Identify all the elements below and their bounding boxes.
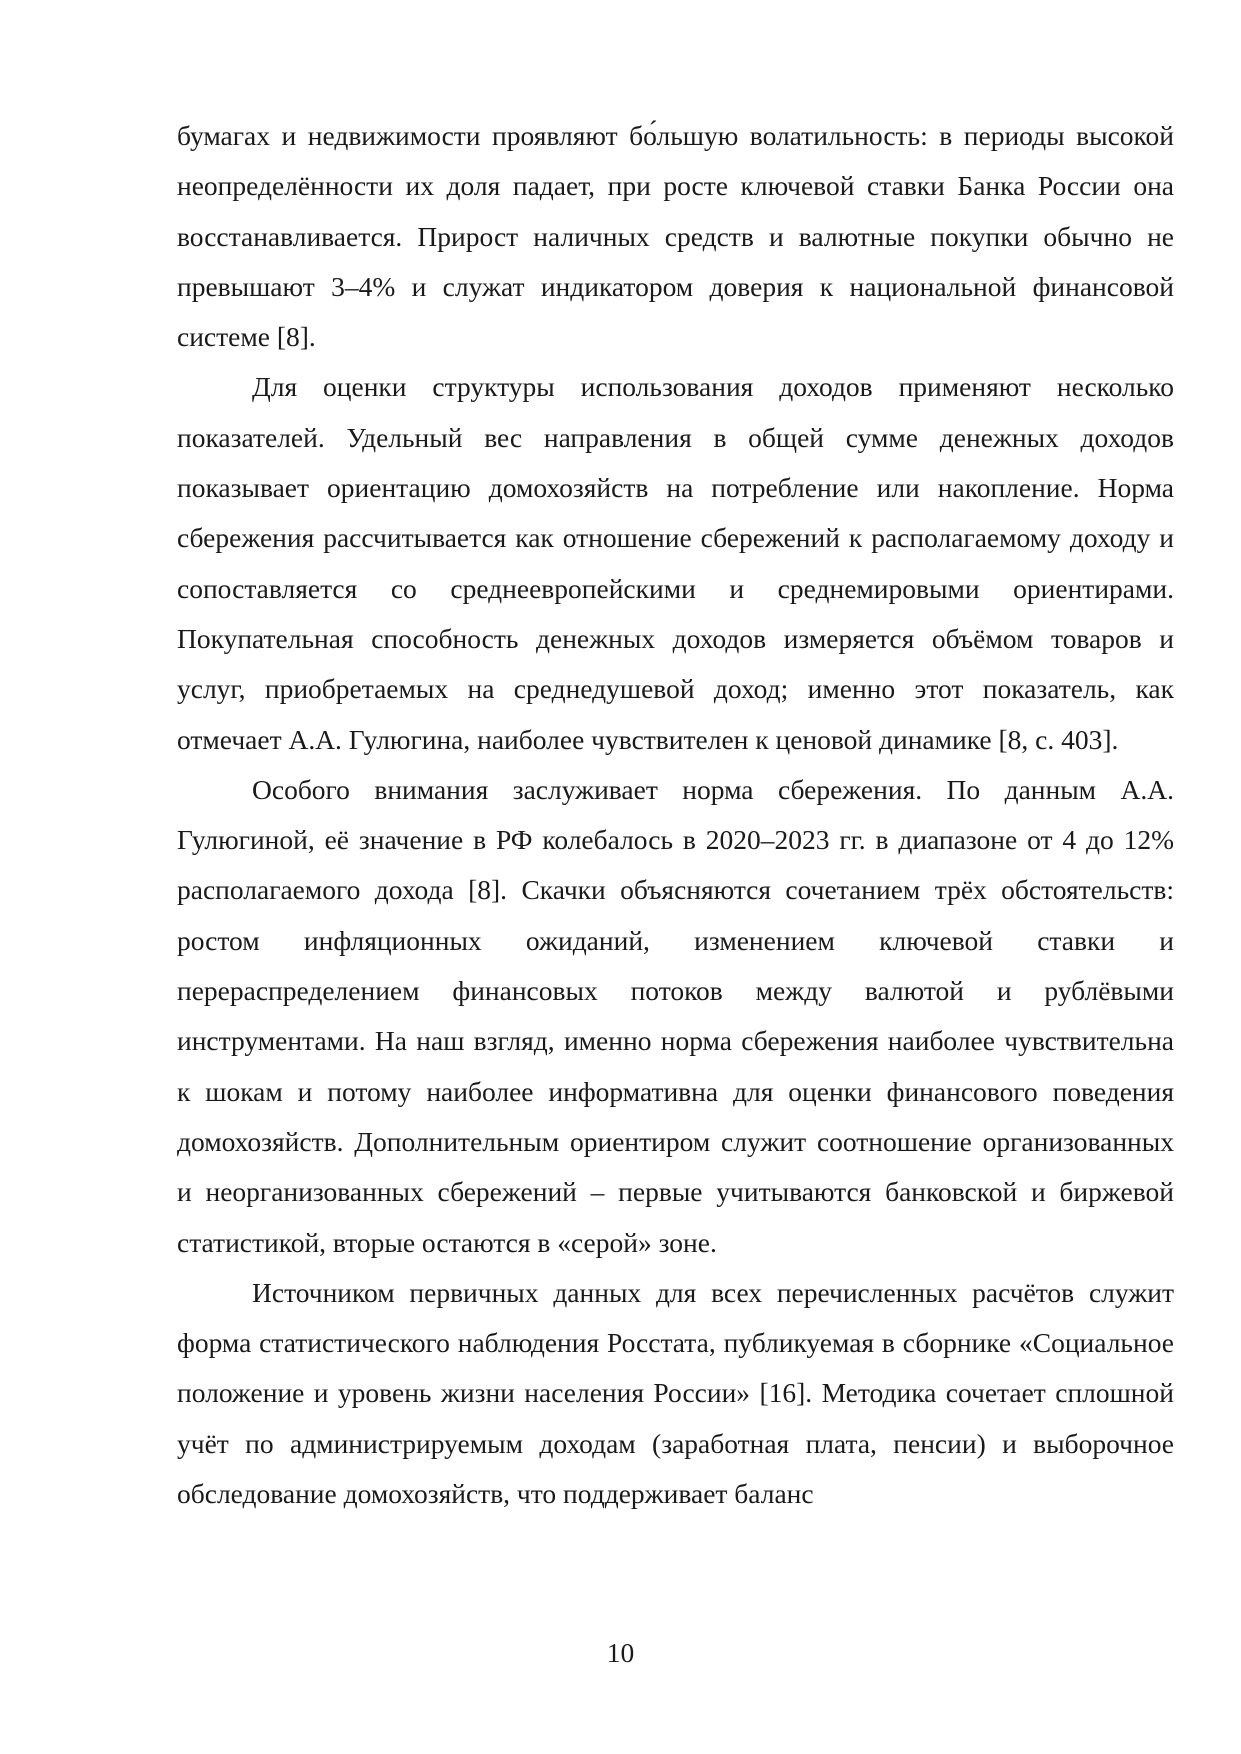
paragraph-savings-rate: Особого внимания заслуживает норма сбережения. По данным А.А. Гулюгиной, её значение в РФ колебалось в 2020–2023 гг. в диапазоне от 4 до 12% располагаемого дохода [8]. Скачки объясняются сочетанием трёх обстоятельств: ростом инфляционных ожиданий, изменением ключевой ставки и перераспределением финансовых потоков между валютой и рублёвыми инструментами. На наш взгляд, именно норма сбережения наиболее чувствительна к шокам и потому наиболее информативна для оценки финансового поведения домохозяйств. Дополнительным ориентиром служит соотношение организованных и неорганизованных сбережений – первые учитываются банковской и биржевой статистикой, вторые остаются в «серой» зоне. — [177, 773, 1174, 1258]
paragraph-data-source: Источником первичных данных для всех перечисленных расчётов служит форма статистического наблюдения Росстата, публикуемая в сборнике «Социальное положение и уровень жизни населения России» [16]. Методика сочетает сплошной учёт по администрируемым доходам (заработная плата, пенсии) и выборочное обследование домохозяйств, что поддерживает баланс — [177, 1276, 1174, 1510]
paragraph-indicators: Для оценки структуры использования доходов применяют несколько показателей. Удельный вес направления в общей сумме денежных доходов показывает ориентацию домохозяйств на потребление или накопление. Норма сбережения рассчитывается как отношение сбережений к располагаемому доходу и сопоставляется со среднеевропейскими и среднемировыми ориентирами. Покупательная способность денежных доходов измеряется объёмом товаров и услуг, приобретаемых на среднедушевой доход; именно этот показатель, как отмечает А.А. Гулюгина, наиболее чувствителен к ценовой динамике [8, с. 403]. — [177, 371, 1174, 755]
body-text — [177, 111, 1174, 1519]
paragraph-continuation: бумагах и недвижимости проявляют бо́льшую волатильность: в периоды высокой неопределённости их доля падает, при росте ключевой ставки Банка России она восстанавливается. Прирост наличных средств и валютные покупки обычно не превышают 3–4% и служат индикатором доверия к национальной финансовой системе [8]. — [177, 120, 1174, 353]
page-number: 10 — [606, 1637, 635, 1668]
